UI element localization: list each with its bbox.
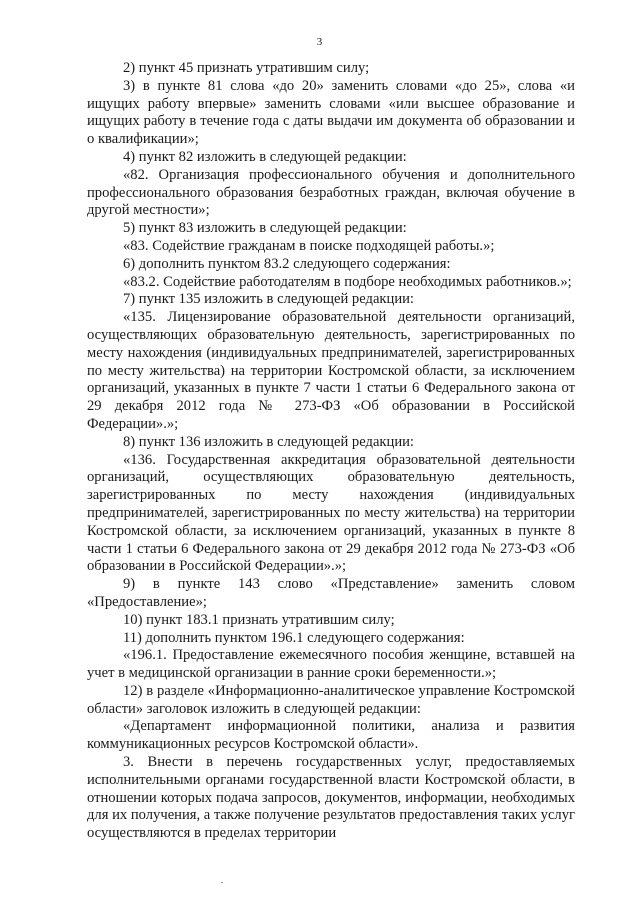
paragraph-item-12: 12) в разделе «Информационно-аналитическое управление Костромской области» заголовок изложить в следующей редакции: bbox=[87, 682, 575, 717]
paragraph-section-3: 3. Внести в перечень государственных услуг, предоставляемых исполнительными органами государственной власти Костромской области, в отношении которых подача запросов, документов, информации, необходимых для их получения, а также получение результатов предоставления таких услуг осуществляются в пределах территории bbox=[87, 754, 575, 842]
paragraph-item-4: 4) пункт 82 изложить в следующей редакции: bbox=[123, 148, 407, 165]
quote-item-83-2: «83.2. Содействие работодателям в подборе необходимых работников.»; bbox=[123, 273, 572, 290]
paragraph-item-7: 7) пункт 135 изложить в следующей редакции: bbox=[123, 291, 414, 308]
document-body bbox=[87, 60, 575, 843]
paragraph-item-10: 10) пункт 183.1 признать утратившим силу; bbox=[123, 611, 395, 628]
paragraph-item-2: 2) пункт 45 признать утратившим силу; bbox=[123, 60, 370, 76]
paragraph-item-5: 5) пункт 83 изложить в следующей редакции: bbox=[123, 220, 407, 237]
quote-item-83: «83. Содействие гражданам в поиске подходящей работы.»; bbox=[123, 237, 495, 254]
quote-item-196-1: «196.1. Предоставление ежемесячного пособия женщине, вставшей на учет в медицинской организации в ранние сроки беременности.»; bbox=[87, 647, 575, 682]
scan-artifact bbox=[221, 882, 223, 883]
quote-item-136: «136. Государственная аккредитация образовательной деятельности организаций, осуществляющих образовательную деятельность, зарегистрированных по месту нахождения (индивидуальных предпринимателей, зарегистрированных по месту жительства) на территории Костромской области, за исключением организаций, указанных в пункте 8 части 1 статьи 6 Федерального закона от 29 декабря 2012 года № 273-ФЗ «Об образовании в Российской Федерации».»; bbox=[87, 451, 575, 575]
paragraph-item-6: 6) дополнить пунктом 83.2 следующего содержания: bbox=[123, 255, 451, 272]
quote-department-title: «Департамент информационной политики, анализа и развития коммуникационных ресурсов Костромской области». bbox=[87, 718, 575, 753]
paragraph-item-11: 11) дополнить пунктом 196.1 следующего содержания: bbox=[123, 629, 465, 646]
paragraph-item-3: 3) в пункте 81 слова «до 20» заменить словами «до 25», слова «и ищущих работу впервые» заменить словами «или высшее образование и ищущих работу в течение года с даты выдачи им документа об образовании и о квалификации»; bbox=[87, 77, 575, 148]
paragraph-item-9: 9) в пункте 143 слово «Представление» заменить словом «Предоставление»; bbox=[87, 576, 575, 610]
quote-item-135: «135. Лицензирование образовательной деятельности организаций, осуществляющих образовательную деятельность, зарегистрированных по месту нахождения (индивидуальных предпринимателей, зарегистрированных по месту жительства) на территории Костромской области, за исключением организаций, указанных в пункте 7 части 1 статьи 6 Федерального закона от 29 декабря 2012 года № 273-ФЗ «Об образовании в Российской Федерации».»; bbox=[87, 309, 575, 432]
quote-item-82: «82. Организация профессионального обучения и дополнительного профессионального образования безработных граждан, включая обучение в другой местности»; bbox=[87, 166, 575, 219]
page-number: 3 bbox=[316, 36, 323, 48]
paragraph-item-8: 8) пункт 136 изложить в следующей редакции: bbox=[123, 433, 414, 450]
